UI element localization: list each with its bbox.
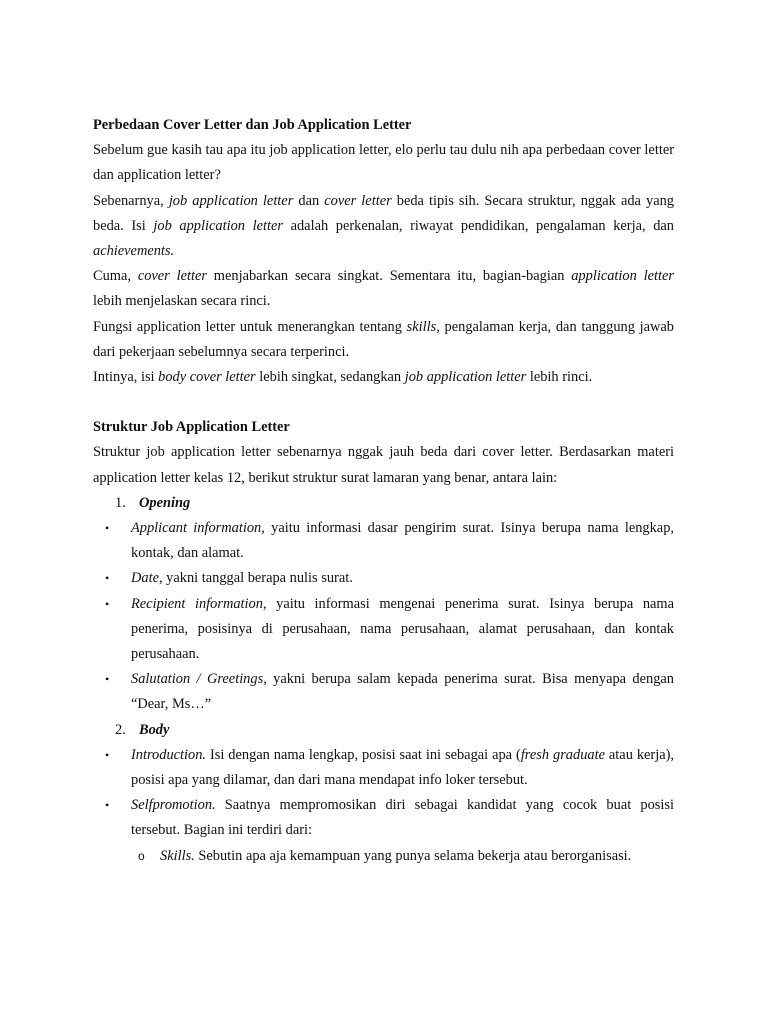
bullet-item-applicant: • Applicant information, yaitu informasi dasar pengirim surat. Isinya berupa nama lengkap, kontak, dan alamat. <box>93 516 674 566</box>
bullet-icon: • <box>105 571 110 586</box>
bullet-item-recipient: • Recipient information, yaitu informasi mengenai penerima surat. Isinya berupa nama penerima, posisinya di perusahaan, nama perusahaan, alamat perusahaan, dan kontak perusahaan. <box>93 592 674 668</box>
bullet-icon: • <box>105 798 110 813</box>
paragraph-intro: Sebelum gue kasih tau apa itu job application letter, elo perlu tau dulu nih apa perbedaan cover letter dan application letter? <box>93 142 674 184</box>
bullet-icon: • <box>105 747 110 762</box>
paragraph-cuma: Cuma, cover letter menjabarkan secara singkat. Sementara itu, bagian-bagian application letter lebih menjelaskan secara rinci. <box>93 268 674 310</box>
bullet-item-date: • Date, yakni tanggal berapa nulis surat. <box>93 566 674 591</box>
sub-bullet-item-skills: o Skills. Sebutin apa aja kemampuan yang punya selama bekerja atau berorganisasi. <box>93 844 674 869</box>
numbered-item-opening: 1. Opening <box>93 491 674 516</box>
list-number: 2. <box>115 721 126 738</box>
bullet-item-salutation: • Salutation / Greetings, yakni berupa salam kepada penerima surat. Bisa menyapa dengan “Dear, Ms…” <box>93 667 674 717</box>
spacer <box>93 390 674 415</box>
circle-bullet-icon: o <box>138 848 145 863</box>
paragraph-fungsi: Fungsi application letter untuk menerangkan tentang skills, pengalaman kerja, dan tanggung jawab dari pekerjaan sebelumnya secara terperinci. <box>93 318 674 360</box>
section-title-perbedaan: Perbedaan Cover Letter dan Job Application Letter <box>93 117 412 133</box>
bullet-item-introduction: • Introduction. Isi dengan nama lengkap, posisi saat ini sebagai apa (fresh graduate atau kerja), posisi apa yang dilamar, dan dari mana mendapat info loker tersebut. <box>93 743 674 793</box>
list-number: 1. <box>115 494 126 511</box>
bullet-icon: • <box>105 672 110 687</box>
numbered-item-body: 2. Body <box>93 718 674 743</box>
paragraph-struktur-intro: Struktur job application letter sebenarnya nggak jauh beda dari cover letter. Berdasarkan materi application letter kelas 12, berikut struktur surat lamaran yang benar, antara lain: <box>93 444 674 486</box>
document-page <box>93 113 674 869</box>
section-title-struktur: Struktur Job Application Letter <box>93 419 290 436</box>
paragraph-intinya: Intinya, isi body cover letter lebih singkat, sedangkan job application letter lebih rinci. <box>93 369 593 386</box>
bullet-icon: • <box>105 521 110 536</box>
paragraph-sebenarnya: Sebenarnya, job application letter dan cover letter beda tipis sih. Secara struktur, nggak ada yang beda. Isi job application letter adalah perkenalan, riwayat pendidikan, pengalaman kerja, dan achievements. <box>93 192 674 260</box>
bullet-item-selfpromotion: • Selfpromotion. Saatnya mempromosikan diri sebagai kandidat yang cocok buat posisi tersebut. Bagian ini terdiri dari: <box>93 793 674 843</box>
bullet-icon: • <box>105 596 110 611</box>
